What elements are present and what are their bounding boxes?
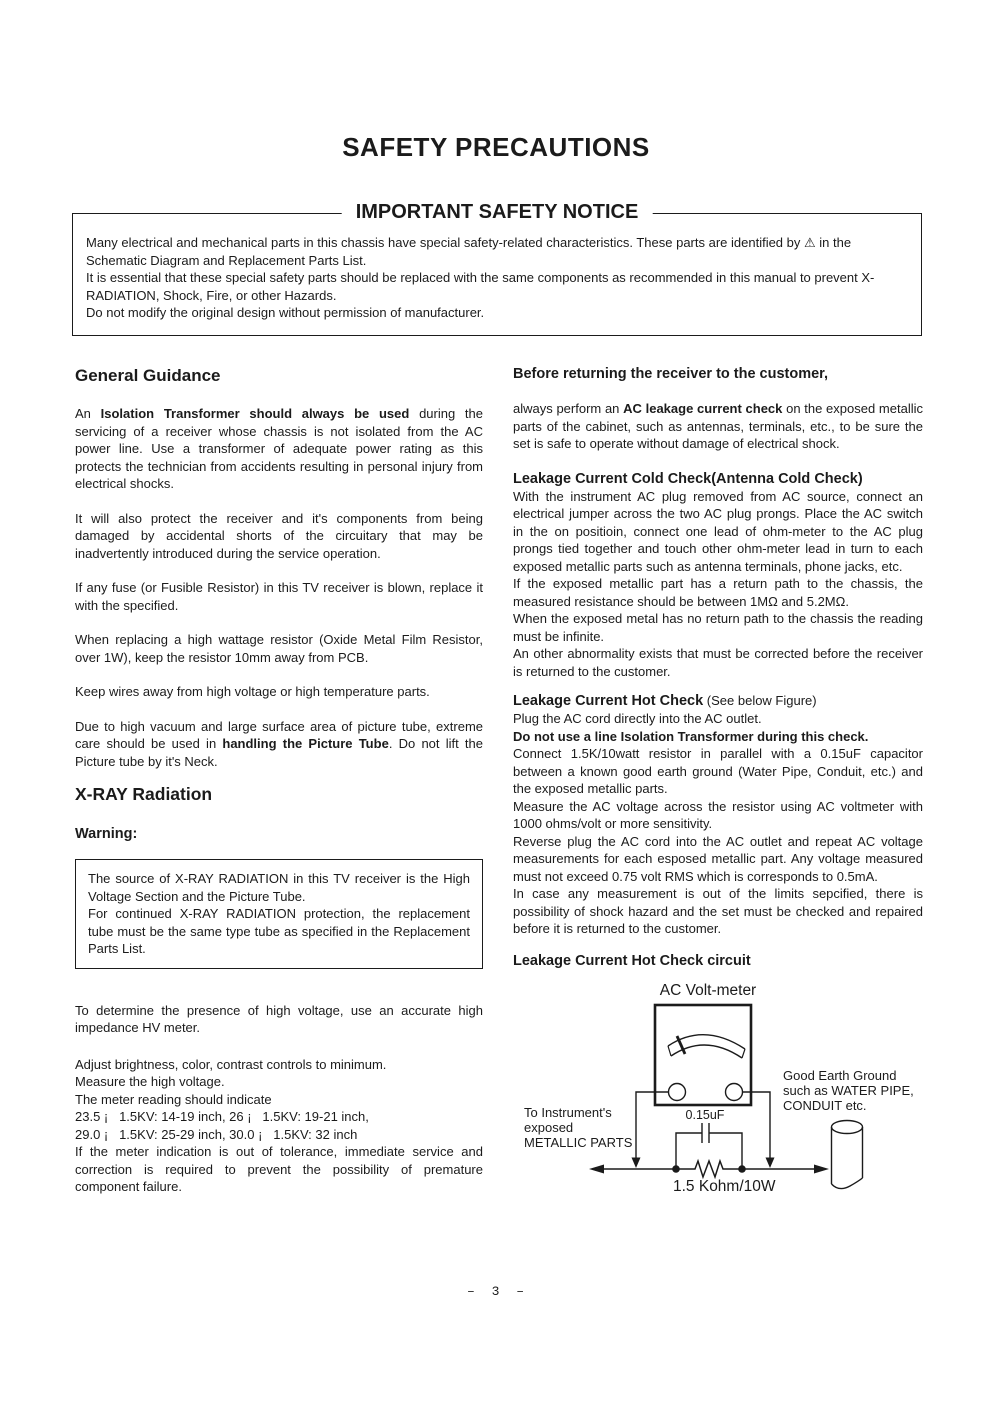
text-run: An	[75, 406, 101, 421]
important-safety-notice-box	[72, 201, 922, 336]
notice-line: Do not modify the original design without permission of manufacturer.	[86, 305, 485, 320]
paragraph: With the instrument AC plug removed from AC source, connect an electrical jumper across the two AC plug prongs. Place the AC switch in the on positioin, connect one lead of ohm-meter to the AC plug prongs tied together and touch other ohm-meter lead in turn to each exposed metallic parts such as antenna terminals, phone jacks, etc.	[513, 488, 923, 574]
meter-reading-block	[75, 1056, 483, 1196]
paragraph	[75, 405, 483, 493]
warning-label: Warning:	[75, 826, 138, 842]
bold-run: AC leakage current check	[623, 401, 783, 416]
paragraph: Plug the AC cord directly into the AC outlet.	[513, 711, 762, 726]
bold-run: handling the Picture Tube	[222, 736, 389, 751]
notice-line: Many electrical and mechanical parts in this chassis have special safety-related characteristics. These parts are identified by ⚠ in the Schematic Diagram and Replacement Parts List.	[86, 235, 852, 268]
down-arrow-icon	[766, 1157, 775, 1168]
page-title: SAFETY PRECAUTIONS	[342, 132, 650, 162]
resistor-label: 1.5 Kohm/10W	[673, 1177, 776, 1195]
right-column	[513, 365, 923, 1220]
leakage-hot-check-circuit-diagram	[505, 972, 992, 1220]
earth-ground-label: CONDUIT etc.	[783, 1097, 867, 1113]
before-returning-heading: Before returning the receiver to the customer,	[513, 366, 829, 382]
paragraph-bold: Do not use a line Isolation Transformer during this check.	[513, 728, 869, 744]
notice-heading: IMPORTANT SAFETY NOTICE	[342, 201, 653, 224]
hot-check-heading-bold: Leakage Current Hot Check	[513, 693, 704, 709]
metallic-parts-label: exposed	[524, 1119, 574, 1135]
paragraph: In case any measurement is out of the limits sepcified, there is possibility of shock hazard and the set must be checked and repaired before it is returned to the customer.	[513, 886, 923, 936]
paragraph: When the exposed metal has no return path to the chassis the reading must be infinite.	[513, 611, 923, 644]
bold-run: Isolation Transformer should always be used	[100, 406, 410, 421]
paragraph	[513, 400, 923, 453]
xray-warning-box	[75, 859, 483, 969]
capacitor-label: 0.15uF	[685, 1107, 725, 1122]
text-run: during the servicing of a receiver whose chassis is not isolated from the AC power line. Use a transformer of adequate power rating as this protects the technician from accidents resulting in personal injury from electrical shocks.	[75, 406, 484, 491]
paragraph: To determine the presence of high voltage, use an accurate high impedance HV meter.	[75, 1002, 483, 1035]
hot-check-heading	[513, 692, 923, 710]
meter-terminal-left	[669, 1083, 686, 1100]
metallic-parts-label: METALLIC PARTS	[524, 1134, 633, 1150]
right-arrow-icon	[814, 1164, 829, 1173]
text-run: (See below Figure)	[703, 693, 817, 708]
paragraph	[75, 718, 483, 771]
resistor-symbol	[676, 1161, 742, 1177]
cold-check-heading: Leakage Current Cold Check(Antenna Cold Check)	[513, 470, 863, 487]
text-run: on the exposed metallic parts of the cabinet, such as antennas, terminals, etc., to be sure the set is safe to operate without damage of electrical shock.	[513, 401, 923, 451]
paragraph: Connect 1.5K/10watt resistor in parallel with a 0.15uF capacitor between a known good earth ground (Water Pipe, Conduit, etc.) and the exposed metallic parts.	[513, 746, 923, 796]
ac-voltmeter-label: AC Volt-meter	[659, 981, 757, 999]
wire-left	[636, 1092, 669, 1158]
water-pipe-icon	[832, 1120, 863, 1188]
xray-radiation-heading: X-RAY Radiation	[75, 784, 213, 804]
meter-line: 29.0 ¡ 1.5KV: 25-29 inch, 30.0 ¡ 1.5KV: 32 inch	[75, 1126, 358, 1142]
meter-line: Measure the high voltage.	[75, 1074, 225, 1089]
warning-box-paragraph: For continued X-RAY RADIATION protection, the replacement tube must be the same type tube as specified in the Replacement Parts List.	[88, 906, 470, 956]
paragraph: If any fuse (or Fusible Resistor) in this TV receiver is blown, replace it with the specified.	[75, 580, 483, 613]
paragraph: An other abnormality exists that must be corrected before the receiver is returned to the customer.	[513, 646, 923, 679]
meter-line: The meter reading should indicate	[75, 1091, 272, 1107]
down-arrow-icon	[632, 1157, 641, 1168]
paragraph: Reverse plug the AC cord into the AC outlet and repeat AC voltage measurements for each esposed metallic part. Any voltage measured must not exceed 0.75 volt RMS which is corresponds to 0.5mA.	[513, 833, 923, 884]
earth-ground-label: such as WATER PIPE,	[783, 1082, 914, 1098]
left-arrow-icon	[589, 1164, 604, 1173]
paragraph: Keep wires away from high voltage or high temperature parts.	[75, 684, 430, 699]
meter-scale-ends	[668, 1046, 745, 1058]
paragraph: If the meter indication is out of tolerance, immediate service and correction is required to prevent the possibility of premature component failure.	[75, 1144, 483, 1194]
wire-right	[743, 1092, 771, 1158]
paragraph: Measure the AC voltage across the resistor using AC voltmeter with 1000 ohms/volt or more sensitivity.	[513, 798, 923, 831]
left-column	[75, 365, 483, 1196]
hot-check-circuit-heading: Leakage Current Hot Check circuit	[513, 952, 751, 969]
meter-line: Adjust brightness, color, contrast controls to minimum.	[75, 1056, 387, 1072]
paragraph: If the exposed metallic part has a return path to the chassis, the measured resistance should be between 1MΩ and 5.2MΩ.	[513, 576, 923, 609]
warning-box-paragraph: The source of X-RAY RADIATION in this TV receiver is the High Voltage Section and the Picture Tube.	[88, 871, 470, 904]
earth-ground-label: Good Earth Ground	[783, 1067, 897, 1083]
notice-line: It is essential that these special safety parts should be replaced with the same components as recommended in this manual to prevent X-RADIATION, Shock, Fire, or other Hazards.	[86, 270, 875, 303]
general-guidance-heading: General Guidance	[75, 366, 221, 385]
page-number: – 3 –	[466, 1284, 525, 1299]
meter-line: 23.5 ¡ 1.5KV: 14-19 inch, 26 ¡ 1.5KV: 19-21 inch,	[75, 1109, 369, 1124]
text-run: . Do not lift the Picture tube by it's Neck.	[75, 736, 483, 769]
paragraph: It will also protect the receiver and it's components from being damaged by accidental shorts of the circuitary that may be inadvertently introduced during the service operation.	[75, 510, 483, 561]
metallic-parts-label: To Instrument's	[524, 1104, 612, 1120]
text-run: Due to high vacuum and large surface area of picture tube, extreme care should be used in	[75, 718, 483, 751]
meter-terminal-right	[726, 1083, 743, 1100]
text-run: always perform an	[513, 401, 624, 416]
paragraph: When replacing a high wattage resistor (Oxide Metal Film Resistor, over 1W), keep the resistor 10mm away from PCB.	[75, 632, 483, 665]
